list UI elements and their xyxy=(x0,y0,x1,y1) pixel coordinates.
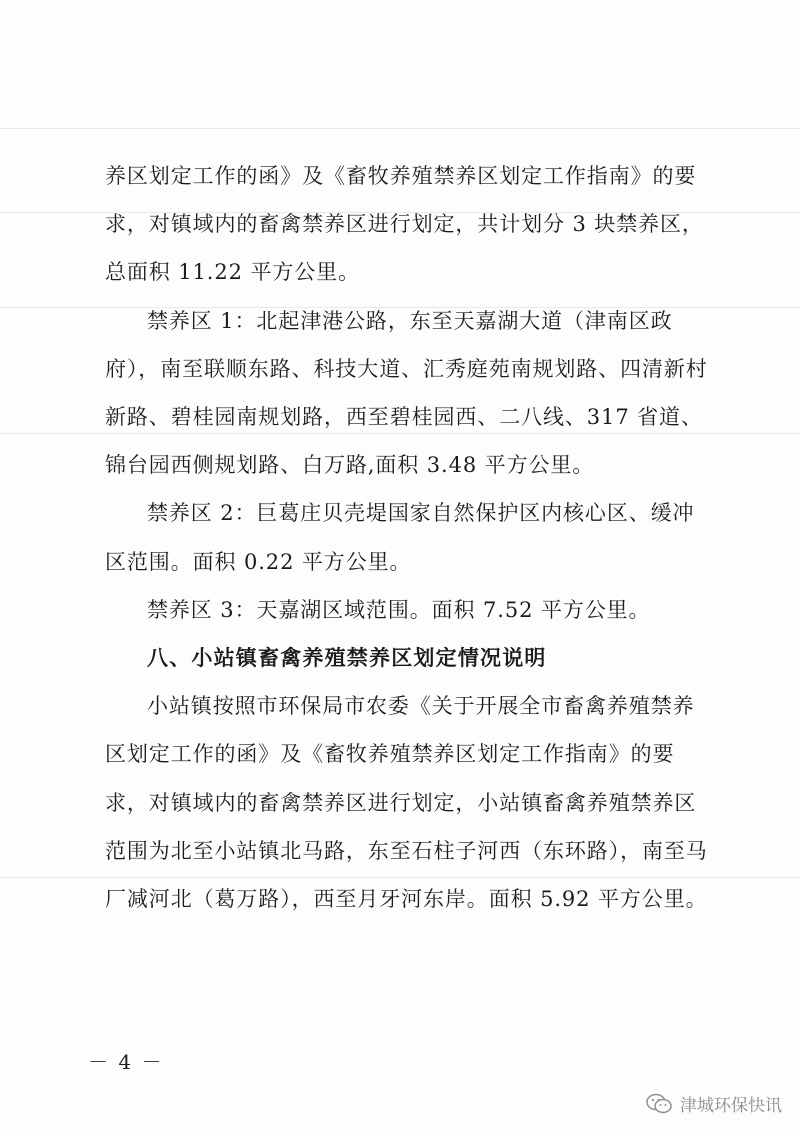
text-line: 总面积 11.22 平方公里。 xyxy=(105,260,360,285)
text-line: 禁养区 3：天嘉湖区域范围。面积 7.52 平方公里。 xyxy=(147,597,651,622)
page-number: － 4 － xyxy=(88,1050,164,1074)
text-line: 府），南至联顺东路、科技大道、汇秀庭苑南规划路、四清新村 xyxy=(105,356,708,381)
scan-line xyxy=(0,128,800,129)
text-line: 锦台园西侧规划路、白万路,面积 3.48 平方公里。 xyxy=(105,453,595,478)
watermark xyxy=(646,1091,782,1116)
watermark-text: 津城环保快讯 xyxy=(680,1096,782,1116)
text-line: 禁养区 2：巨葛庄贝壳堤国家自然保护区内核心区、缓冲 xyxy=(147,501,695,526)
text-line: 养区划定工作的函》及《畜牧养殖禁养区划定工作指南》的要 xyxy=(105,164,697,188)
section-heading: 八、小站镇畜禽养殖禁养区划定情况说明 xyxy=(147,646,547,671)
text-line: 区范围。面积 0.22 平方公里。 xyxy=(105,549,412,574)
text-line: 新路、碧桂园南规划路，西至碧桂园西、二八线、317 省道、 xyxy=(105,405,703,430)
document-body xyxy=(105,152,708,923)
text-line: 求，对镇域内的畜禽禁养区进行划定，共计划分 3 块禁养区， xyxy=(105,212,704,237)
text-line: 厂减河北（葛万路），西至月牙河东岸。面积 5.92 平方公里。 xyxy=(105,887,708,912)
text-line: 求，对镇域内的畜禽禁养区进行划定，小站镇畜禽养殖禁养区 xyxy=(105,790,697,815)
text-line: 小站镇按照市环保局市农委《关于开展全市畜禽养殖禁养 xyxy=(147,694,695,719)
text-line: 区划定工作的函》及《畜牧养殖禁养区划定工作指南》的要 xyxy=(105,742,675,767)
text-line: 范围为北至小站镇北马路，东至石柱子河西（东环路），南至马 xyxy=(105,838,708,863)
wechat-icon xyxy=(646,1093,672,1115)
text-line: 禁养区 1：北起津港公路，东至天嘉湖大道（津南区政 xyxy=(147,308,673,333)
